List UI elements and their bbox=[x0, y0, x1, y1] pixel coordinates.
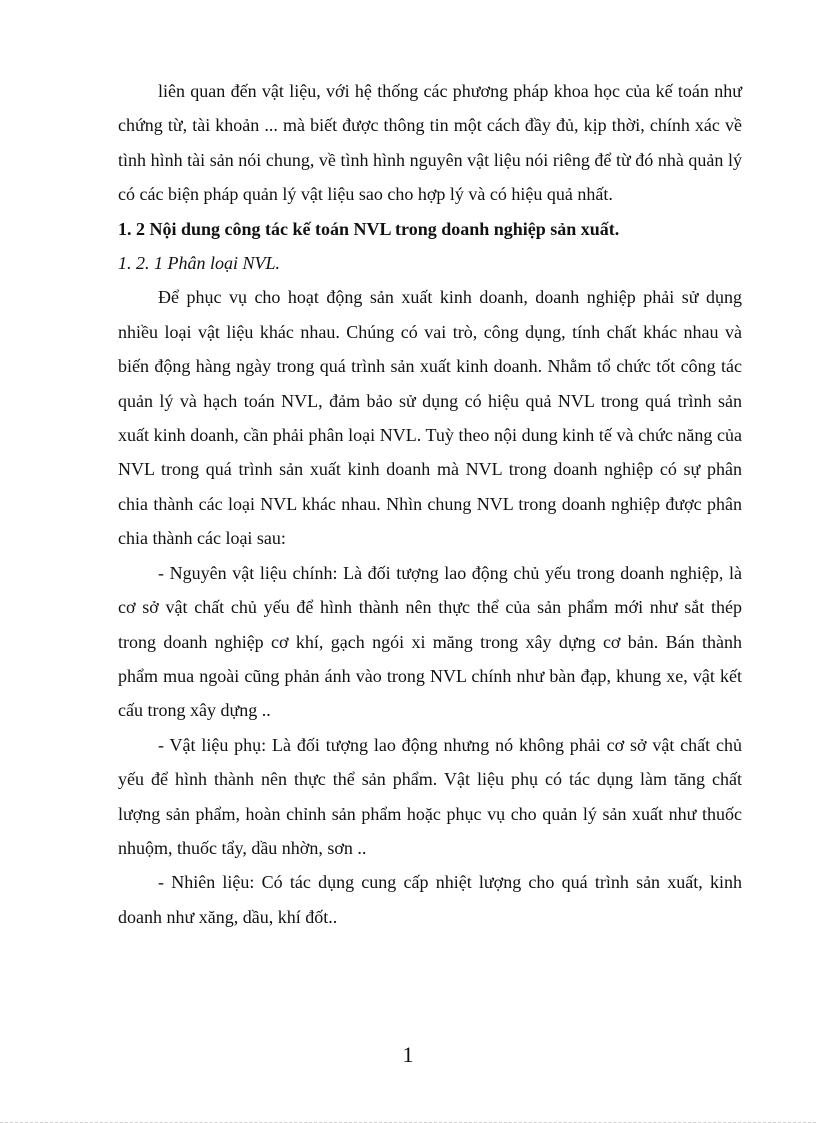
subsection-heading: 1. 2. 1 Phân loại NVL. bbox=[118, 253, 281, 274]
paragraph-intro: liên quan đến vật liệu, với hệ thống các phương pháp khoa học của kế toán như chứng từ, tài khoản ... mà biết được thông tin một cách đầy đủ, kịp thời, chính xác về tình hình tài sản nói chung, về tình hình nguyên vật liệu nói riêng để từ đó nhà quản lý có các biện pháp quản lý vật liệu sao cho hợp lý và có hiệu quả nhất. bbox=[118, 81, 742, 205]
document-body bbox=[118, 74, 742, 934]
paragraph-classification: Để phục vụ cho hoạt động sản xuất kinh doanh, doanh nghiệp phải sử dụng nhiều loại vật liệu khác nhau. Chúng có vai trò, công dụng, tính chất khác nhau và biến động hàng ngày trong quá trình sản xuất kinh doanh. Nhằm tổ chức tốt công tác quản lý và hạch toán NVL, đảm bảo sử dụng có hiệu quả NVL trong quá trình sản xuất kinh doanh, cần phải phân loại NVL. Tuỳ theo nội dung kinh tế và chức năng của NVL trong quá trình sản xuất kinh doanh mà NVL trong doanh nghiệp có sự phân chia thành các loại NVL khác nhau. Nhìn chung NVL trong doanh nghiệp được phân chia thành các loại sau: bbox=[118, 287, 742, 549]
paragraph-fuel: - Nhiên liệu: Có tác dụng cung cấp nhiệt lượng cho quá trình sản xuất, kinh doanh như xăng, dầu, khí đốt.. bbox=[118, 872, 742, 927]
paragraph-main-materials: - Nguyên vật liệu chính: Là đối tượng lao động chủ yếu trong doanh nghiệp, là cơ sở vật chất chủ yếu để hình thành nên thực thể của sản phẩm mới như sắt thép trong doanh nghiệp cơ khí, gạch ngói xi măng trong xây dựng cơ bản. Bán thành phẩm mua ngoài cũng phản ánh vào trong NVL chính như bàn đạp, khung xe, vật kết cấu trong xây dựng .. bbox=[118, 562, 742, 721]
paragraph-auxiliary-materials: - Vật liệu phụ: Là đối tượng lao động nhưng nó không phải cơ sở vật chất chủ yếu để hình thành nên thực thể sản phẩm. Vật liệu phụ có tác dụng làm tăng chất lượng sản phẩm, hoàn chỉnh sản phẩm hoặc phục vụ cho quản lý sản xuất như thuốc nhuộm, thuốc tẩy, dầu nhờn, sơn .. bbox=[118, 734, 742, 858]
page-number: 1 bbox=[402, 1042, 414, 1067]
section-heading: 1. 2 Nội dung công tác kế toán NVL trong doanh nghiệp sản xuất. bbox=[118, 218, 620, 239]
